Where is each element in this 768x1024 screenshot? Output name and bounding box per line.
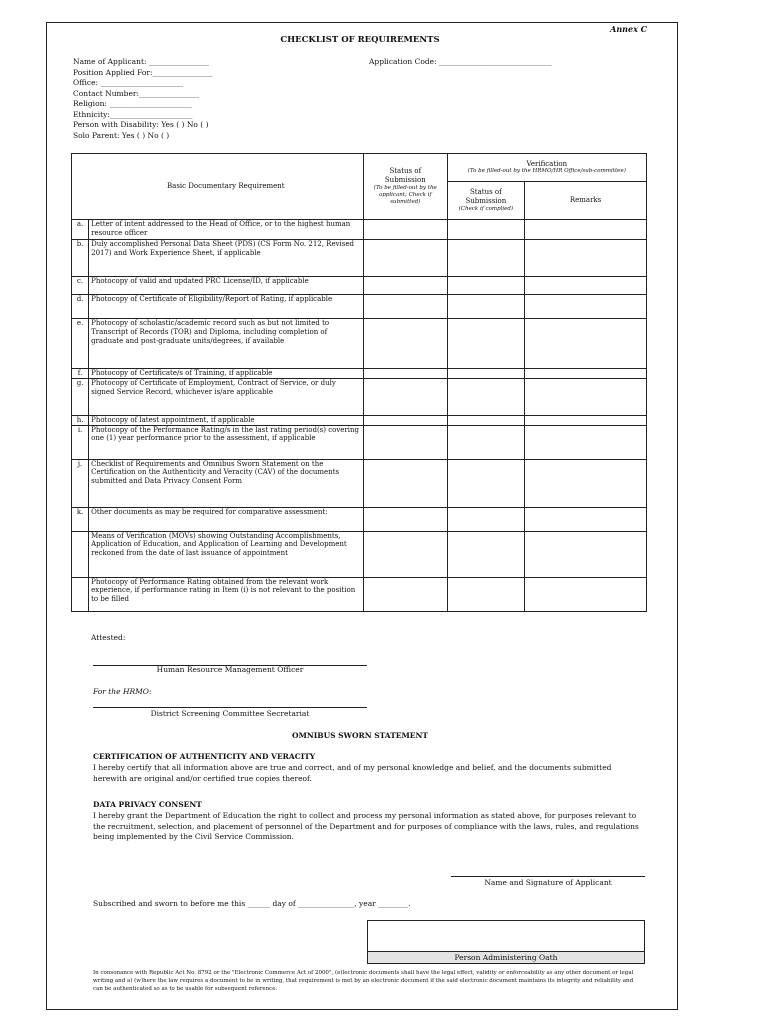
hrmo-title: Human Resource Management Officer bbox=[156, 665, 304, 674]
applicant-status-cell[interactable] bbox=[364, 507, 448, 531]
requirement-row bbox=[72, 277, 647, 295]
office-field[interactable]: Office: ______________________ bbox=[73, 78, 183, 87]
requirement-letter: a. bbox=[72, 220, 89, 240]
requirement-text: Photocopy of the Performance Rating/s in the last rating period(s) covering one (1) year performance prior to the assessment, if applicable bbox=[89, 425, 364, 459]
requirement-row bbox=[72, 369, 647, 379]
applicant-status-cell[interactable] bbox=[364, 378, 448, 415]
requirement-text: Photocopy of Certificate of Eligibility/Report of Rating, if applicable bbox=[89, 295, 364, 319]
name-of-applicant-field[interactable]: Name of Applicant: ________________ bbox=[73, 57, 209, 66]
subscribed-text[interactable]: Subscribed and sworn to before me this ______ day of _______________, year ________. bbox=[93, 899, 411, 908]
requirement-text: Photocopy of Performance Rating obtained from the relevant work experience, if performance rating in Item (i) is not relevant to the position to be filled bbox=[89, 577, 364, 611]
requirement-letter: h. bbox=[72, 415, 89, 425]
pwd-field[interactable]: Person with Disability: Yes ( ) No ( ) bbox=[73, 120, 209, 129]
header-basic-requirement: Basic Documentary Requirement bbox=[89, 154, 364, 220]
omnibus-title: OMNIBUS SWORN STATEMENT bbox=[292, 731, 428, 740]
applicant-status-cell[interactable] bbox=[364, 577, 448, 611]
verification-status-cell[interactable] bbox=[447, 295, 525, 319]
remarks-cell[interactable] bbox=[525, 277, 647, 295]
application-code-field[interactable]: Application Code: ______________________________ bbox=[369, 57, 552, 66]
verification-status-cell[interactable] bbox=[447, 277, 525, 295]
verification-status-cell[interactable] bbox=[447, 415, 525, 425]
applicant-info-block bbox=[73, 57, 213, 141]
requirement-row bbox=[72, 531, 647, 577]
remarks-cell[interactable] bbox=[525, 369, 647, 379]
remarks-cell[interactable] bbox=[525, 220, 647, 240]
solo-parent-field[interactable]: Solo Parent: Yes ( ) No ( ) bbox=[73, 130, 170, 140]
requirement-letter: e. bbox=[72, 319, 89, 369]
verification-status-cell[interactable] bbox=[447, 240, 525, 277]
requirement-row bbox=[72, 415, 647, 425]
applicant-signature-label: Name and Signature of Applicant bbox=[484, 878, 612, 887]
requirement-row bbox=[72, 220, 647, 240]
secretariat-signature-line bbox=[93, 707, 367, 708]
requirement-letter: d. bbox=[72, 295, 89, 319]
requirement-letter: f. bbox=[72, 369, 89, 379]
secretariat-title: District Screening Committee Secretariat bbox=[150, 709, 310, 718]
requirement-row bbox=[72, 425, 647, 459]
requirement-letter bbox=[72, 531, 89, 577]
requirement-letter bbox=[72, 577, 89, 611]
requirement-letter: i. bbox=[72, 425, 89, 459]
contact-number-field[interactable]: Contact Number:________________ bbox=[73, 88, 200, 98]
requirement-letter: c. bbox=[72, 277, 89, 295]
requirement-letter: b. bbox=[72, 240, 89, 277]
requirement-text: Photocopy of valid and updated PRC License/ID, if applicable bbox=[89, 277, 364, 295]
verification-status-cell[interactable] bbox=[447, 319, 525, 369]
cav-text: I hereby certify that all information above are true and correct, and of my personal knowledge and belief, and the documents submitted herewith are original and/or certified true copies thereof. bbox=[93, 763, 612, 783]
religion-field[interactable]: Religion: ______________________ bbox=[73, 99, 192, 108]
cav-heading: CERTIFICATION OF AUTHENTICITY AND VERACITY bbox=[93, 752, 316, 761]
requirement-text: Photocopy of Certificate/s of Training, if applicable bbox=[89, 369, 364, 379]
applicant-status-cell[interactable] bbox=[364, 415, 448, 425]
applicant-status-cell[interactable] bbox=[364, 277, 448, 295]
attested-label: Attested: bbox=[91, 633, 126, 642]
requirement-letter: k. bbox=[72, 507, 89, 531]
applicant-status-cell[interactable] bbox=[364, 240, 448, 277]
requirement-text: Letter of intent addressed to the Head of Office, or to the highest human resource officer bbox=[89, 220, 364, 240]
verification-status-cell[interactable] bbox=[447, 220, 525, 240]
verification-status-cell[interactable] bbox=[447, 369, 525, 379]
applicant-status-cell[interactable] bbox=[364, 459, 448, 507]
remarks-cell[interactable] bbox=[525, 577, 647, 611]
applicant-status-cell[interactable] bbox=[364, 319, 448, 369]
requirement-row bbox=[72, 459, 647, 507]
applicant-signature-line bbox=[451, 876, 645, 877]
for-hrmo-label: For the HRMO: bbox=[93, 687, 152, 696]
applicant-status-cell[interactable] bbox=[364, 425, 448, 459]
verification-status-cell[interactable] bbox=[447, 507, 525, 531]
privacy-text: I hereby grant the Department of Education the right to collect and process my personal information as stated above, for purposes relevant to the recruitment, selection, and placement of personnel of the Department and for purposes of compliance with the laws, rules, and regulations being implemented by the Civil Service Commission. bbox=[93, 811, 639, 841]
header-remarks: Remarks bbox=[525, 182, 647, 220]
applicant-status-cell[interactable] bbox=[364, 295, 448, 319]
requirement-row bbox=[72, 507, 647, 531]
ethnicity-field[interactable]: Ethnicity:______________________ bbox=[73, 109, 193, 119]
requirement-row bbox=[72, 378, 647, 415]
annex-label: Annex C bbox=[610, 24, 647, 34]
remarks-cell[interactable] bbox=[525, 240, 647, 277]
remarks-cell[interactable] bbox=[525, 295, 647, 319]
oath-label: Person Administering Oath bbox=[368, 951, 644, 963]
remarks-cell[interactable] bbox=[525, 378, 647, 415]
applicant-status-cell[interactable] bbox=[364, 531, 448, 577]
requirement-text: Photocopy of latest appointment, if applicable bbox=[89, 415, 364, 425]
verification-status-cell[interactable] bbox=[447, 378, 525, 415]
requirement-row bbox=[72, 295, 647, 319]
remarks-cell[interactable] bbox=[525, 425, 647, 459]
requirement-text: Photocopy of scholastic/academic record such as but not limited to Transcript of Records (TOR) and Diploma, including completion of graduate and post-graduate units/degrees, if available bbox=[89, 319, 364, 369]
header-ver-status: Status of Submission (Check if complied) bbox=[447, 182, 525, 220]
requirement-letter: j. bbox=[72, 459, 89, 507]
requirement-text: Duly accomplished Personal Data Sheet (PDS) (CS Form No. 212, Revised 2017) and Work Experience Sheet, if applicable bbox=[89, 240, 364, 277]
remarks-cell[interactable] bbox=[525, 319, 647, 369]
remarks-cell[interactable] bbox=[525, 415, 647, 425]
remarks-cell[interactable] bbox=[525, 507, 647, 531]
requirement-letter: g. bbox=[72, 378, 89, 415]
requirement-row bbox=[72, 319, 647, 369]
footer-note: In consonance with Republic Act No. 8792 or the "Electronic Commerce Act of 2000", (e)lectronic documents shall have the legal effect, validity or enforceability as any other document or legal writing and a) (w)here the law requires a document to be in writing, that requirement is met by an electronic document if the said electronic document maintains its integrity and reliability and can be authenticated so as to be usable for subsequent reference. bbox=[93, 970, 634, 992]
applicant-status-cell[interactable] bbox=[364, 220, 448, 240]
remarks-cell[interactable] bbox=[525, 531, 647, 577]
header-verification: Verification (To be filled-out by the HRMO/HR Office/sub-committee) bbox=[447, 154, 646, 182]
oath-signature-box[interactable] bbox=[367, 920, 645, 964]
verification-status-cell[interactable] bbox=[447, 531, 525, 577]
requirement-row bbox=[72, 577, 647, 611]
requirement-text: Checklist of Requirements and Omnibus Sworn Statement on the Certification on the Authenticity and Veracity (CAV) of the documents submitted and Data Privacy Consent Form bbox=[89, 459, 364, 507]
privacy-heading: DATA PRIVACY CONSENT bbox=[93, 800, 202, 809]
document-page bbox=[46, 22, 678, 1010]
verification-status-cell[interactable] bbox=[447, 425, 525, 459]
applicant-status-cell[interactable] bbox=[364, 369, 448, 379]
document-title: CHECKLIST OF REQUIREMENTS bbox=[280, 35, 440, 45]
requirement-text: Photocopy of Certificate of Employment, Contract of Service, or duly signed Service Record, whichever is/are applicable bbox=[89, 378, 364, 415]
verification-status-cell[interactable] bbox=[447, 577, 525, 611]
requirements-table bbox=[71, 153, 647, 612]
position-applied-field[interactable]: Position Applied For:________________ bbox=[73, 67, 213, 77]
requirements-body bbox=[72, 220, 647, 612]
header-status-submission: Status of Submission (To be filled-out by the applicant; Check if submitted) bbox=[364, 154, 448, 220]
requirement-text: Other documents as may be required for comparative assessment: bbox=[89, 507, 364, 531]
verification-status-cell[interactable] bbox=[447, 459, 525, 507]
requirement-text: Means of Verification (MOVs) showing Outstanding Accomplishments, Application of Education, and Application of Learning and Development reckoned from the date of last issuance of appointment bbox=[89, 531, 364, 577]
remarks-cell[interactable] bbox=[525, 459, 647, 507]
requirement-row bbox=[72, 240, 647, 277]
